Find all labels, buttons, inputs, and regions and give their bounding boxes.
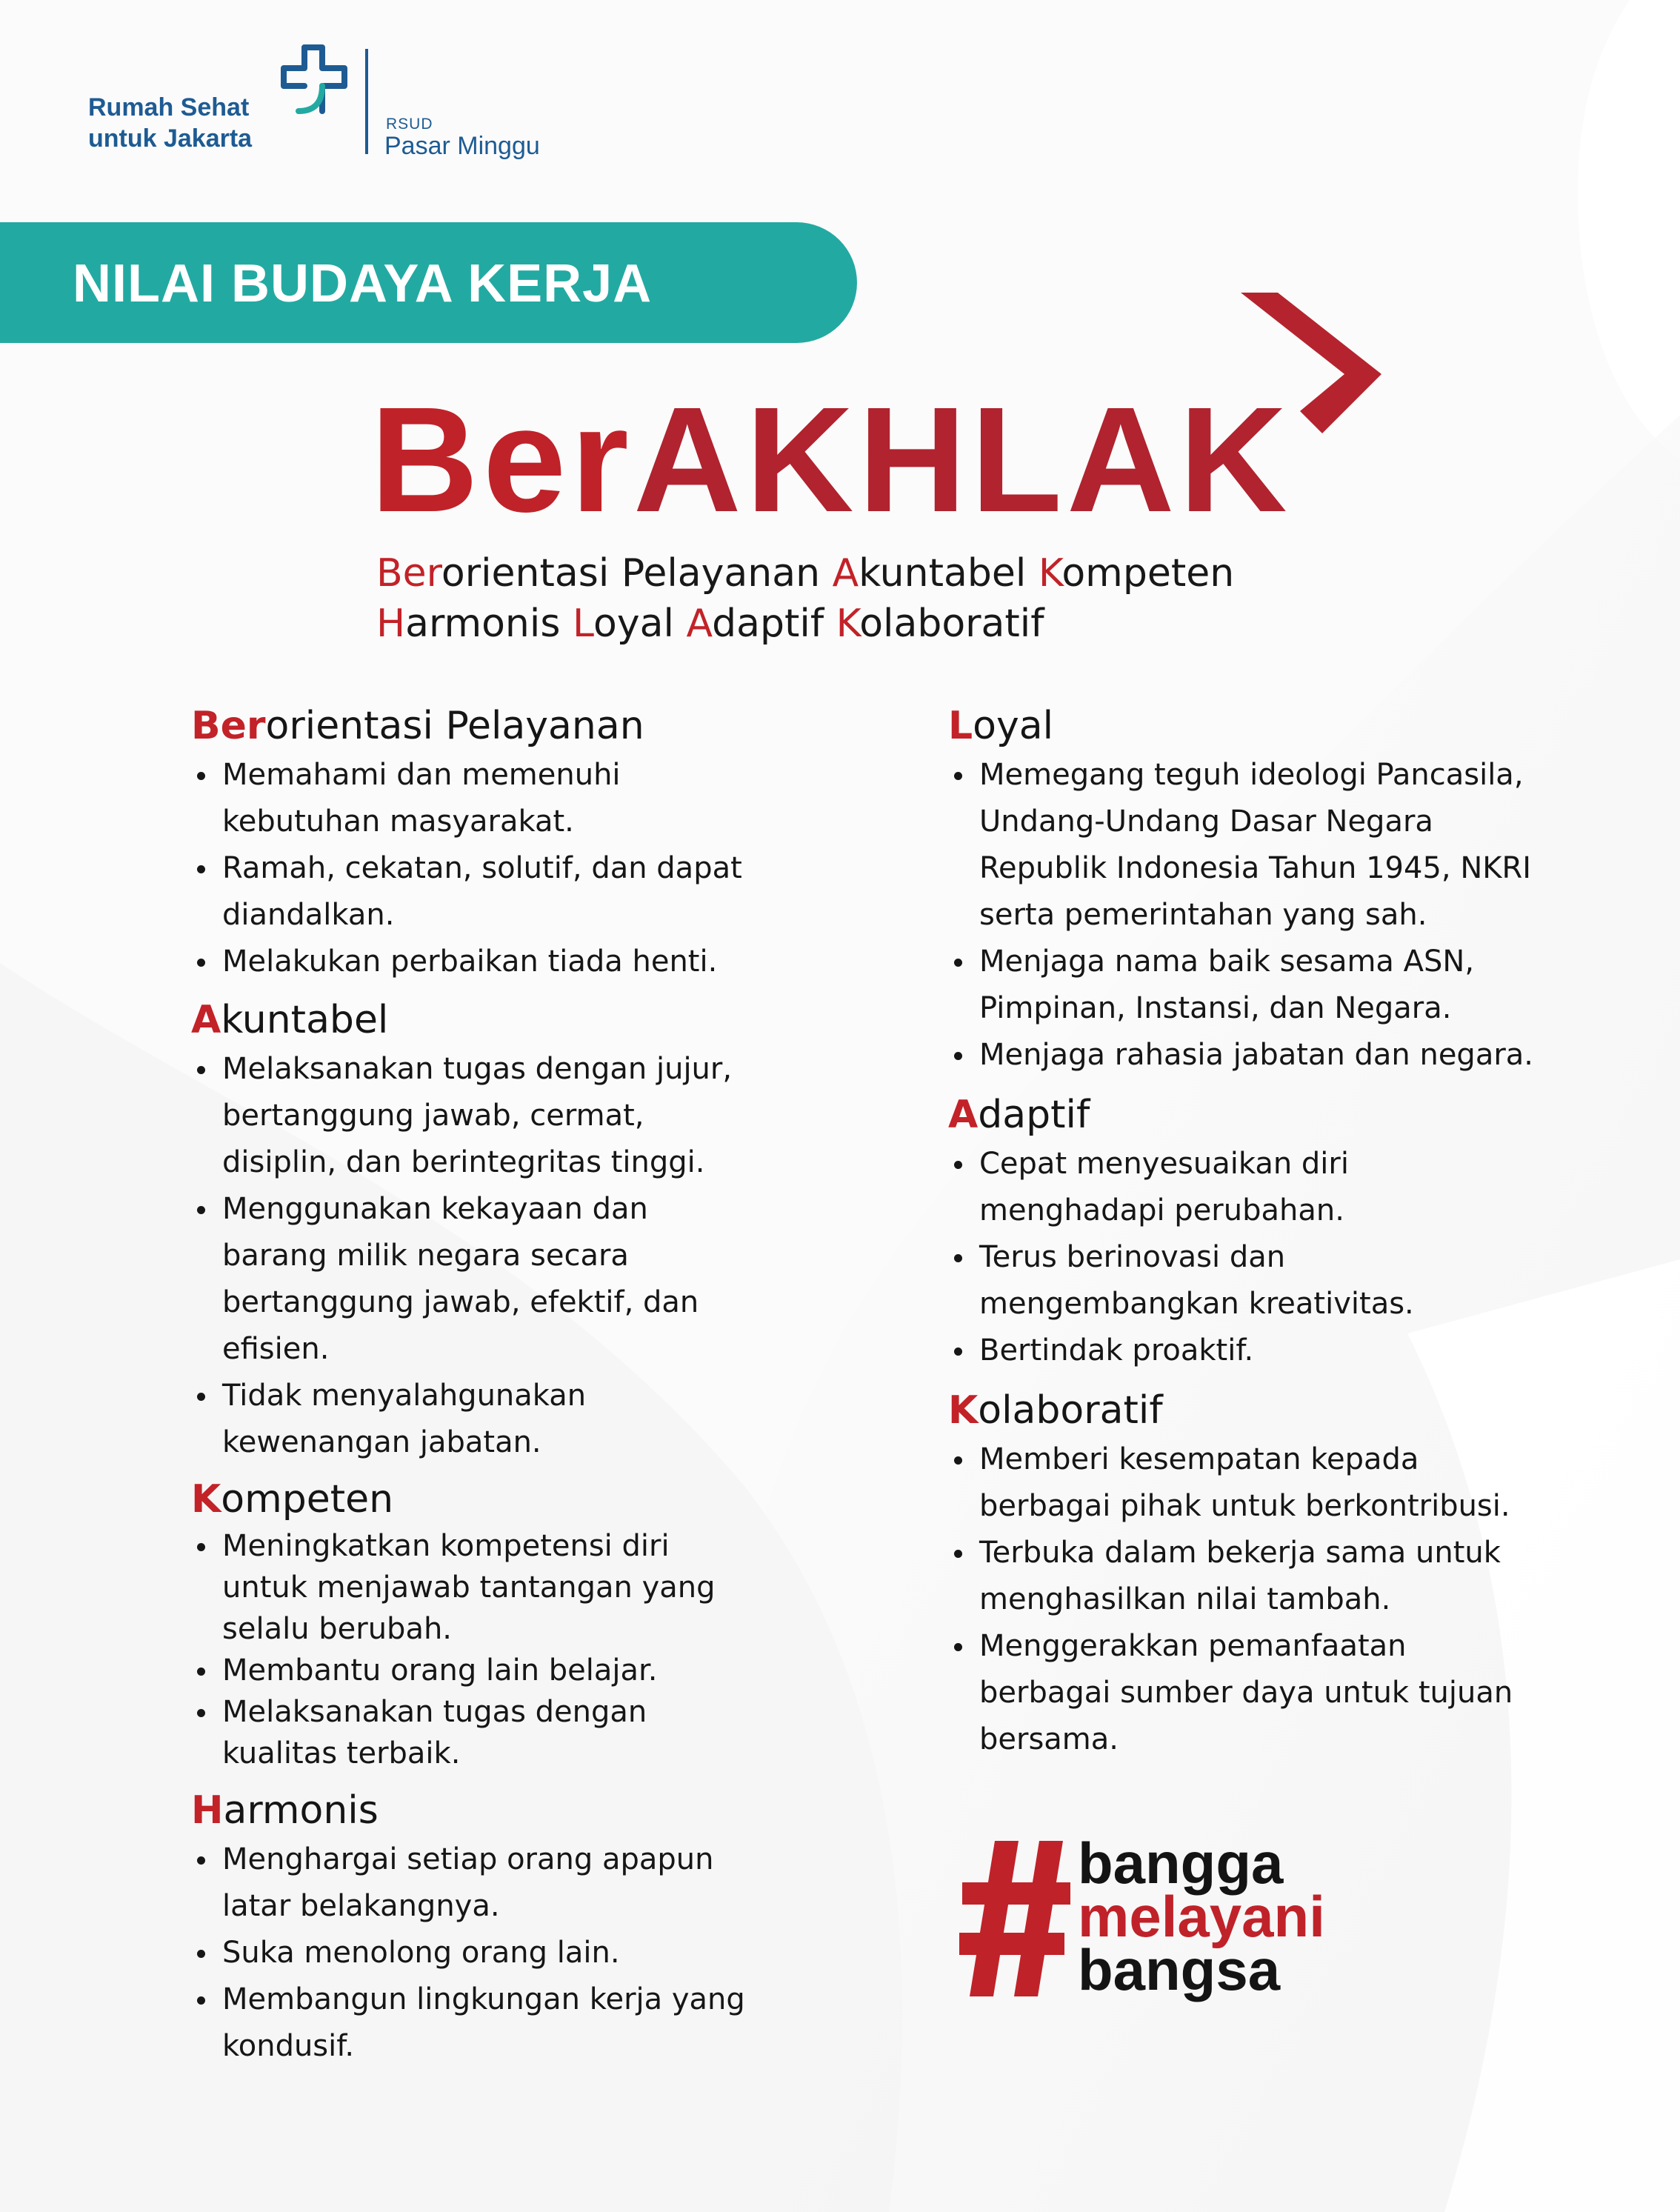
hashtag-icon	[959, 1841, 1070, 1996]
section-kompeten	[191, 1473, 784, 1774]
logo-hospital-name: Pasar Minggu	[384, 132, 540, 160]
title-ber: Ber	[370, 376, 633, 543]
list-item: Bertindak proaktif.	[948, 1327, 1526, 1374]
logo-line-1: Rumah Sehat	[88, 93, 250, 121]
list-item: Menjaga nama baik sesama ASN, Pimpinan, Instansi, dan Negara.	[948, 939, 1541, 1032]
acrostic-subtitle	[376, 548, 1339, 649]
section-title: Harmonis	[191, 1788, 379, 1833]
list-item: Suka menolong orang lain.	[191, 1930, 769, 1976]
list-item: Membantu orang lain belajar.	[191, 1650, 754, 1691]
list-item: Ramah, cekatan, solutif, dan dapat diandalkan.	[191, 845, 754, 939]
list-item: Memahami dan memenuhi kebutuhan masyarakat.	[191, 752, 754, 845]
list-item: Membangun lingkungan kerja yang kondusif.	[191, 1976, 769, 2070]
logo-divider	[365, 49, 368, 154]
acrostic-line-1: Berorientasi Pelayanan Akuntabel Kompeten	[376, 551, 1235, 596]
section-title: Kompeten	[191, 1477, 394, 1522]
list-item: Menjaga rahasia jabatan dan negara.	[948, 1032, 1541, 1079]
section-loyal	[948, 700, 1541, 1079]
list-item: Melakukan perbaikan tiada henti.	[191, 939, 754, 985]
banner-title: NILAI BUDAYA KERJA	[73, 254, 653, 313]
list-item: Cepat menyesuaikan diri menghadapi perubahan.	[948, 1141, 1526, 1234]
list-item: Menghargai setiap orang apapun latar belakangnya.	[191, 1836, 769, 1930]
hashtag-bangga-melayani-bangsa	[959, 1830, 1374, 2004]
chevron-right-icon	[1226, 285, 1381, 456]
list-item: Memberi kesempatan kepada berbagai pihak untuk berkontribusi.	[948, 1436, 1541, 1530]
section-title: Berorientasi Pelayanan	[191, 704, 644, 748]
list-item: Melaksanakan tugas dengan kualitas terbaik.	[191, 1691, 754, 1774]
section-akuntabel	[191, 994, 784, 1466]
plus-cross-icon	[279, 43, 350, 117]
section-harmonis	[191, 1785, 784, 2070]
list-item: Menggerakkan pemanfaatan berbagai sumber daya untuk tujuan bersama.	[948, 1623, 1541, 1763]
list-item: Terbuka dalam bekerja sama untuk menghasilkan nilai tambah.	[948, 1530, 1541, 1623]
section-berorientasi	[191, 700, 784, 985]
hospital-logo	[85, 43, 589, 161]
acrostic-line-2: Harmonis Loyal Adaptif Kolaboratif	[376, 602, 1044, 646]
logo-tagline	[88, 92, 252, 154]
section-kolaboratif	[948, 1385, 1541, 1763]
title-word	[370, 374, 1292, 544]
section-title: Loyal	[948, 704, 1054, 748]
left-column	[191, 700, 784, 2070]
section-title: Adaptif	[948, 1093, 1090, 1137]
hashtag-line-2: melayani	[1078, 1884, 1325, 1949]
list-item: Menggunakan kekayaan dan barang milik negara secara bertanggung jawab, efektif, dan efisien.	[191, 1186, 754, 1373]
section-adaptif	[948, 1089, 1541, 1374]
list-item: Meningkatkan kompetensi diri untuk menjawab tantangan yang selalu berubah.	[191, 1525, 754, 1650]
list-item: Tidak menyalahgunakan kewenangan jabatan.	[191, 1373, 754, 1466]
hashtag-line-3: bangsa	[1078, 1937, 1281, 2002]
section-title: Akuntabel	[191, 998, 389, 1042]
section-title: Kolaboratif	[948, 1388, 1163, 1433]
right-column	[948, 700, 1541, 1763]
title-akhlak: AKHLAK	[633, 376, 1292, 543]
logo-line-2: untuk Jakarta	[88, 124, 253, 153]
list-item: Melaksanakan tugas dengan jujur, bertanggung jawab, cermat, disiplin, dan berintegritas tinggi.	[191, 1046, 754, 1186]
header-banner	[0, 222, 857, 343]
hashtag-line-1: bangga	[1078, 1830, 1284, 1896]
berakhlak-title	[370, 374, 1422, 544]
list-item: Terus berinovasi dan mengembangkan kreativitas.	[948, 1234, 1526, 1327]
logo-rsud: RSUD	[386, 116, 433, 133]
list-item: Memegang teguh ideologi Pancasila, Undang-Undang Dasar Negara Republik Indonesia Tahun 1945, NKRI serta pemerintahan yang sah.	[948, 752, 1541, 939]
